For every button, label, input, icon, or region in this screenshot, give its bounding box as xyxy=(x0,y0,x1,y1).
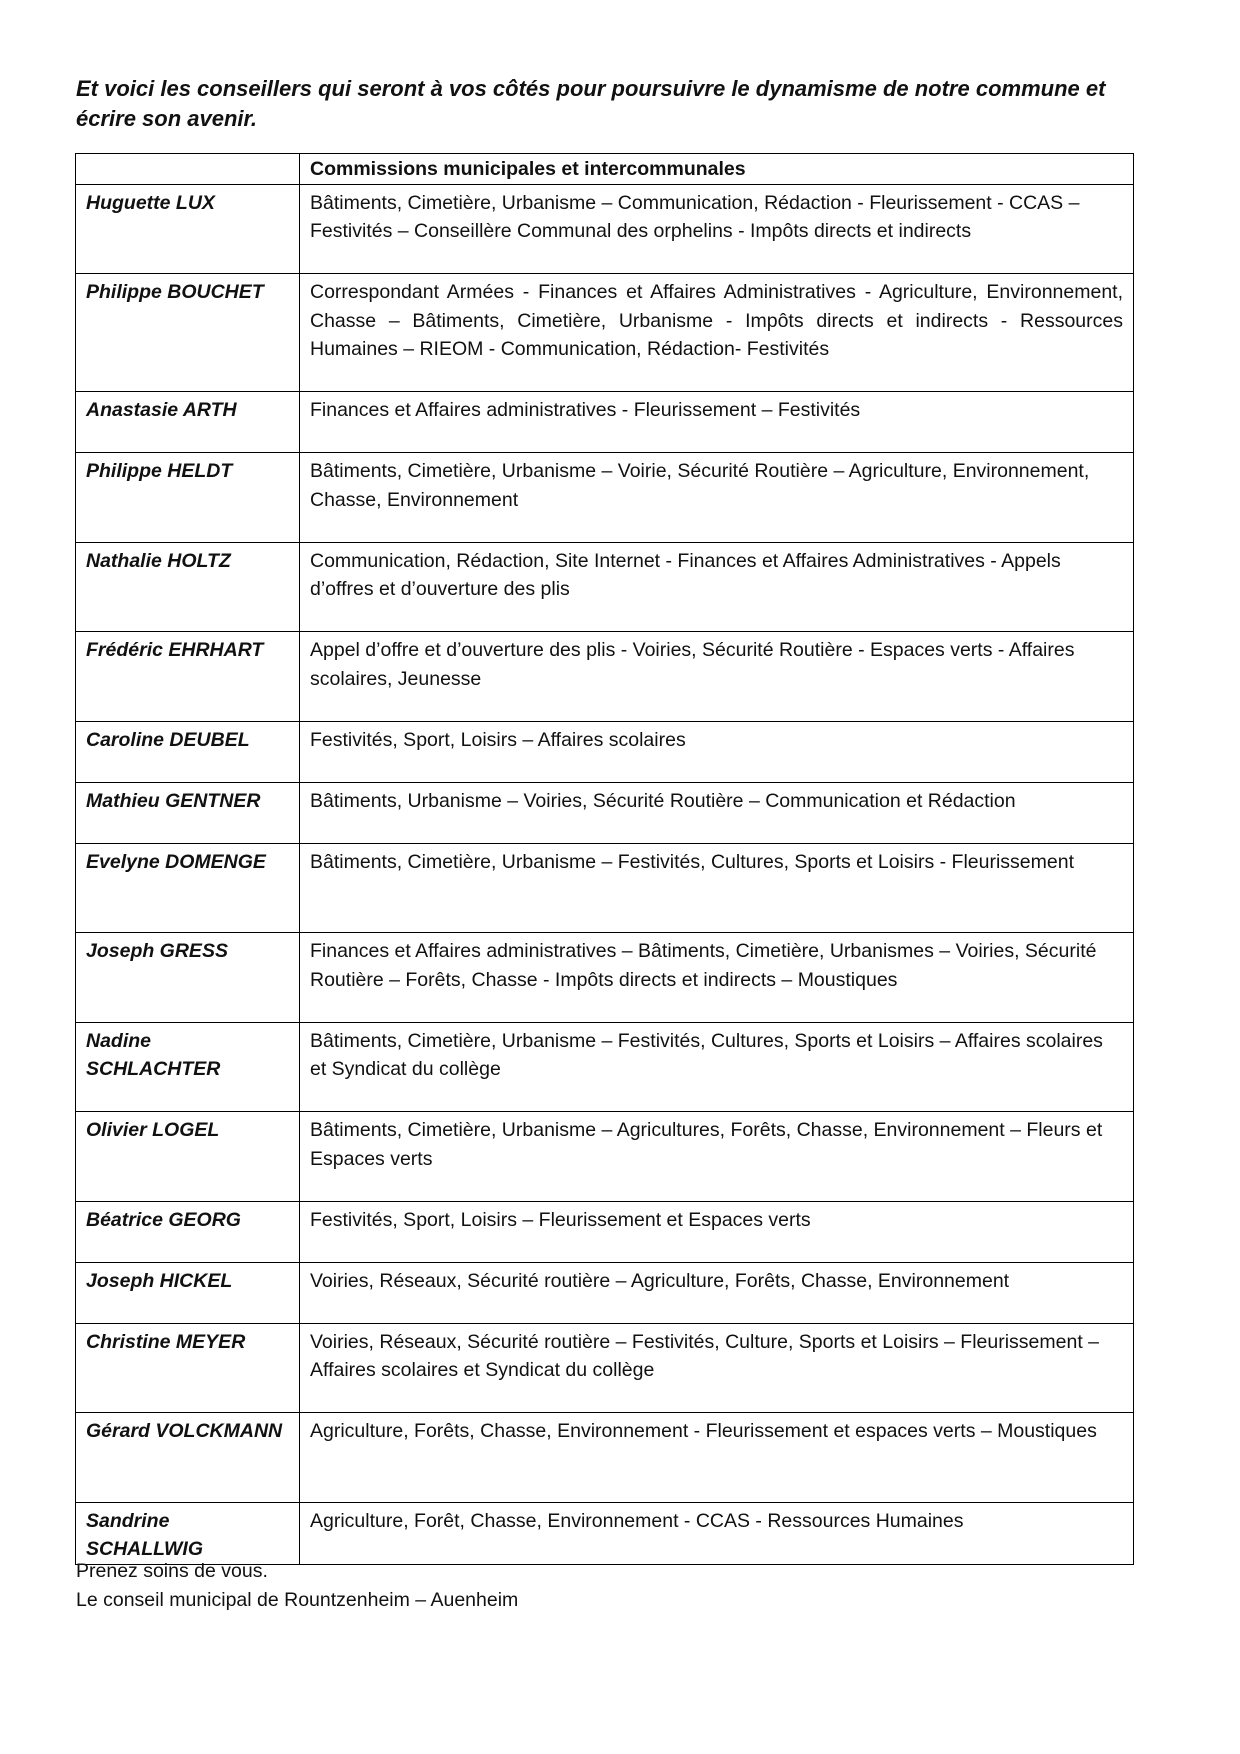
table-row xyxy=(76,782,1134,843)
table-row xyxy=(76,453,1134,543)
table-row xyxy=(76,1112,1134,1202)
table-row xyxy=(76,1262,1134,1323)
councillor-commissions: Agriculture, Forêt, Chasse, Environnement - CCAS - Ressources Humaines xyxy=(300,1502,1134,1564)
table-row xyxy=(76,1502,1134,1564)
table-row xyxy=(76,721,1134,782)
councillor-commissions: Finances et Affaires administratives – Bâtiments, Cimetière, Urbanismes – Voiries, Sécurité Routière – Forêts, Chasse - Impôts directs et indirects – Moustiques xyxy=(300,933,1134,1023)
councillor-commissions: Bâtiments, Cimetière, Urbanisme – Voirie, Sécurité Routière – Agriculture, Environnement, Chasse, Environnement xyxy=(300,453,1134,543)
councillor-name: Béatrice GEORG xyxy=(76,1201,300,1262)
councillor-name: Joseph GRESS xyxy=(76,933,300,1023)
table-row xyxy=(76,274,1134,392)
table-row xyxy=(76,542,1134,632)
footer-signature: Le conseil municipal de Rountzenheim – Auenheim xyxy=(76,1589,519,1611)
commissions-column-header: Commissions municipales et intercommunales xyxy=(300,154,1134,185)
table-row xyxy=(76,1201,1134,1262)
table-row xyxy=(76,843,1134,933)
councillor-commissions: Correspondant Armées - Finances et Affaires Administratives - Agriculture, Environnement, Chasse – Bâtiments, Cimetière, Urbanisme - Impôts directs et indirects - Ressources Humaines – RIEOM - Communication, Rédaction- Festivités xyxy=(300,274,1134,392)
councillor-name: Sandrine SCHALLWIG xyxy=(76,1502,300,1564)
councillor-name: Philippe BOUCHET xyxy=(76,274,300,392)
table-row xyxy=(76,1413,1134,1503)
councillor-commissions: Finances et Affaires administratives - Fleurissement – Festivités xyxy=(300,392,1134,453)
table-row xyxy=(76,933,1134,1023)
table-header-row xyxy=(76,154,1134,185)
name-column-header xyxy=(76,154,300,185)
councillor-commissions: Appel d’offre et d’ouverture des plis - Voiries, Sécurité Routière - Espaces verts - Affaires scolaires, Jeunesse xyxy=(300,632,1134,722)
councillor-commissions: Communication, Rédaction, Site Internet - Finances et Affaires Administratives - Appels d’offres et d’ouverture des plis xyxy=(300,542,1134,632)
councillor-commissions: Bâtiments, Cimetière, Urbanisme – Agricultures, Forêts, Chasse, Environnement – Fleurs et Espaces verts xyxy=(300,1112,1134,1202)
footer-greeting: Prenez soins de vous. xyxy=(76,1560,268,1582)
table-row xyxy=(76,1323,1134,1413)
councillor-name: Joseph HICKEL xyxy=(76,1262,300,1323)
councillor-name: Frédéric EHRHART xyxy=(76,632,300,722)
councillor-commissions: Festivités, Sport, Loisirs – Affaires scolaires xyxy=(300,721,1134,782)
councillor-commissions: Festivités, Sport, Loisirs – Fleurissement et Espaces verts xyxy=(300,1201,1134,1262)
councillor-commissions: Bâtiments, Urbanisme – Voiries, Sécurité Routière – Communication et Rédaction xyxy=(300,782,1134,843)
councillor-commissions: Bâtiments, Cimetière, Urbanisme – Communication, Rédaction - Fleurissement - CCAS – Festivités – Conseillère Communal des orphelins - Impôts directs et indirects xyxy=(300,184,1134,274)
councillor-name: Evelyne DOMENGE xyxy=(76,843,300,933)
councillor-name: Nadine SCHLACHTER xyxy=(76,1022,300,1112)
councillor-name: Caroline DEUBEL xyxy=(76,721,300,782)
table-row xyxy=(76,184,1134,274)
councillor-commissions: Bâtiments, Cimetière, Urbanisme – Festivités, Cultures, Sports et Loisirs – Affaires scolaires et Syndicat du collège xyxy=(300,1022,1134,1112)
table-row xyxy=(76,632,1134,722)
councillor-commissions: Agriculture, Forêts, Chasse, Environnement - Fleurissement et espaces verts – Moustiques xyxy=(300,1413,1134,1503)
councillor-name: Gérard VOLCKMANN xyxy=(76,1413,300,1503)
councillor-name: Huguette LUX xyxy=(76,184,300,274)
councillor-commissions: Bâtiments, Cimetière, Urbanisme – Festivités, Cultures, Sports et Loisirs - Fleurissement xyxy=(300,843,1134,933)
intro-text: Et voici les conseillers qui seront à vos côtés pour poursuivre le dynamisme de notre commune et écrire son avenir. xyxy=(76,76,1106,131)
footer xyxy=(76,1557,518,1615)
table-row xyxy=(76,392,1134,453)
councillor-name: Philippe HELDT xyxy=(76,453,300,543)
councillor-commissions: Voiries, Réseaux, Sécurité routière – Agriculture, Forêts, Chasse, Environnement xyxy=(300,1262,1134,1323)
councillor-name: Christine MEYER xyxy=(76,1323,300,1413)
councillor-name: Nathalie HOLTZ xyxy=(76,542,300,632)
councillors-table xyxy=(75,153,1134,1565)
councillor-name: Olivier LOGEL xyxy=(76,1112,300,1202)
table-row xyxy=(76,1022,1134,1112)
table-body xyxy=(76,184,1134,1564)
councillor-commissions: Voiries, Réseaux, Sécurité routière – Festivités, Culture, Sports et Loisirs – Fleurissement – Affaires scolaires et Syndicat du collège xyxy=(300,1323,1134,1413)
councillor-name: Mathieu GENTNER xyxy=(76,782,300,843)
councillor-name: Anastasie ARTH xyxy=(76,392,300,453)
